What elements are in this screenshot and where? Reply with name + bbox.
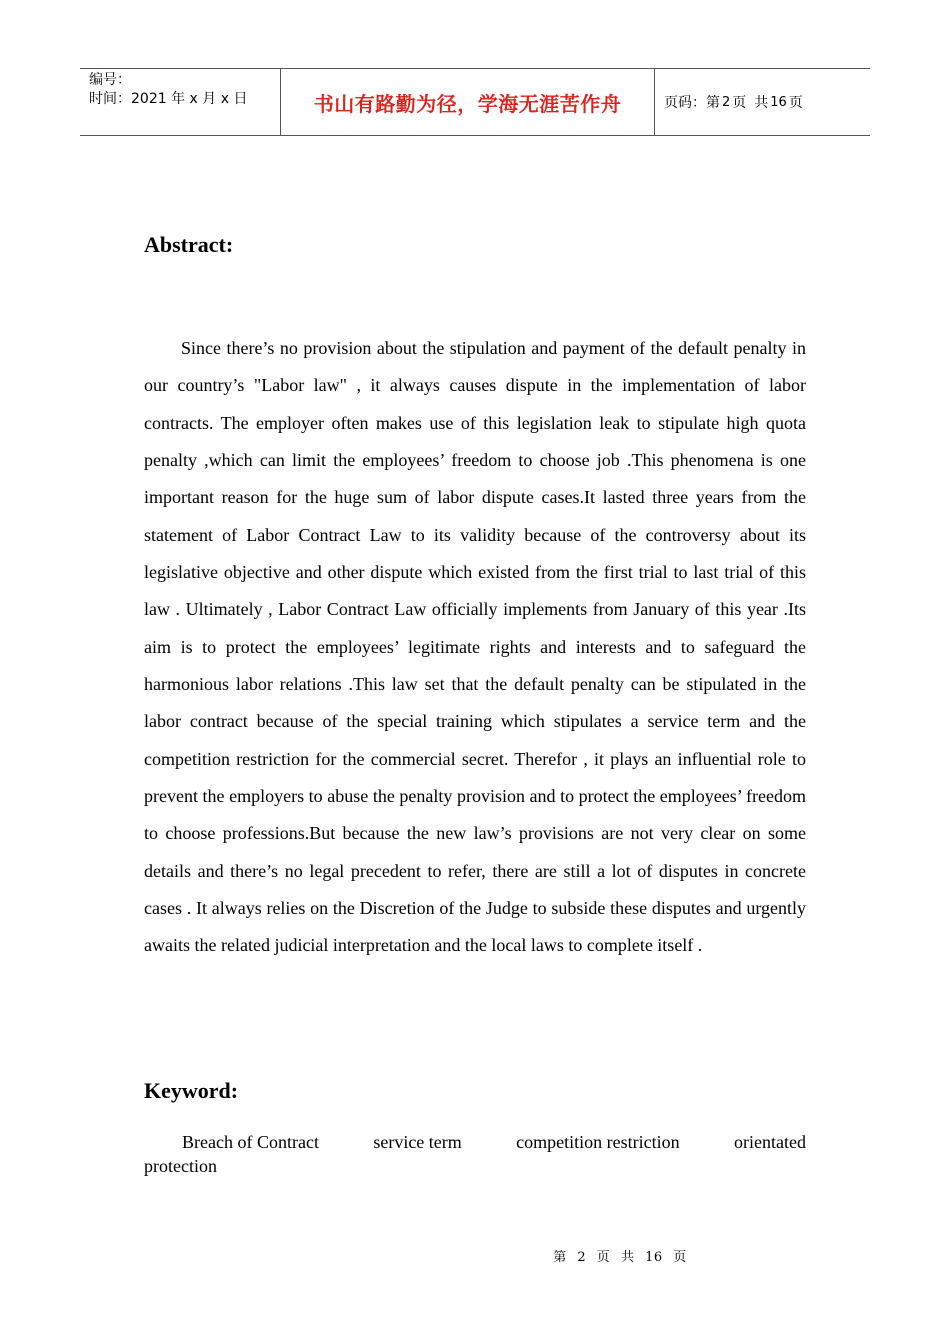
page-total: 16 — [770, 94, 787, 110]
page-total-prefix: 共 — [754, 95, 769, 111]
abstract-body: Since there’s no provision about the stipulation and payment of the default penalty in our country’s "Labor law" , it always causes dispute in the implementation of labor contracts. The employer often makes use of this legislation leak to stipulate high quota penalty ,which can limit the employees’ freedom to choose job .This phenomena is one important reason for the huge sum of labor dispute cases.It lasted three years from the statement of Labor Contract Law to its validity because of the controversy about its legislative objective and other dispute which existed from the first trial to last trial of this law . Ultimately , Labor Contract Law officially implements from January of this year .Its aim is to protect the employees’ legitimate rights and interests and to safeguard the harmonious labor relations .This law set that the default penalty can be stipulated in the labor contract because of the special training which stipulates a service term and the competition restriction for the commercial secret. Therefor , it plays an influential role to prevent the employers to abuse the penalty provision and to protect the employees’ freedom to choose professions.But because the new law’s provisions are not very clear on some details and there’s no legal precedent to refer, there are still a lot of disputes in concrete cases . It always relies on the Discretion of the Judge to subside these disputes and urgently awaits the related judicial interpretation and the local laws to complete itself . — [144, 338, 806, 956]
keyword-item: protection — [144, 1156, 217, 1176]
footer-current: 2 — [577, 1250, 587, 1265]
keyword-item: orientated — [734, 1132, 806, 1152]
footer-prefix: 第 — [553, 1250, 567, 1265]
page-footer — [0, 1246, 950, 1265]
footer-mid: 页 — [596, 1250, 611, 1265]
footer-suffix: 页 — [673, 1250, 687, 1265]
page-prefix: 页码：第 — [664, 95, 720, 111]
page-suffix: 页 — [788, 95, 803, 111]
header-meta — [80, 69, 281, 135]
page-header — [80, 68, 870, 136]
keyword-heading: Keyword: — [144, 1078, 239, 1103]
time-label: 时间：2021 年 x 月 x 日 — [89, 91, 248, 107]
page-mid: 页 — [732, 95, 747, 111]
header-page-number — [655, 69, 870, 135]
footer-total: 16 — [645, 1250, 663, 1265]
abstract-heading: Abstract: — [144, 232, 234, 257]
header-motto: 书山有路勤为径，学海无涯苦作舟 — [281, 69, 655, 135]
keyword-item: service term — [373, 1132, 462, 1152]
keyword-item: competition restriction — [516, 1132, 680, 1152]
keyword-item: Breach of Contract — [182, 1132, 319, 1152]
footer-total-prefix: 共 — [620, 1250, 635, 1265]
serial-label: 编号： — [89, 72, 131, 88]
page-current: 2 — [722, 94, 731, 110]
keyword-list — [144, 1130, 806, 1178]
